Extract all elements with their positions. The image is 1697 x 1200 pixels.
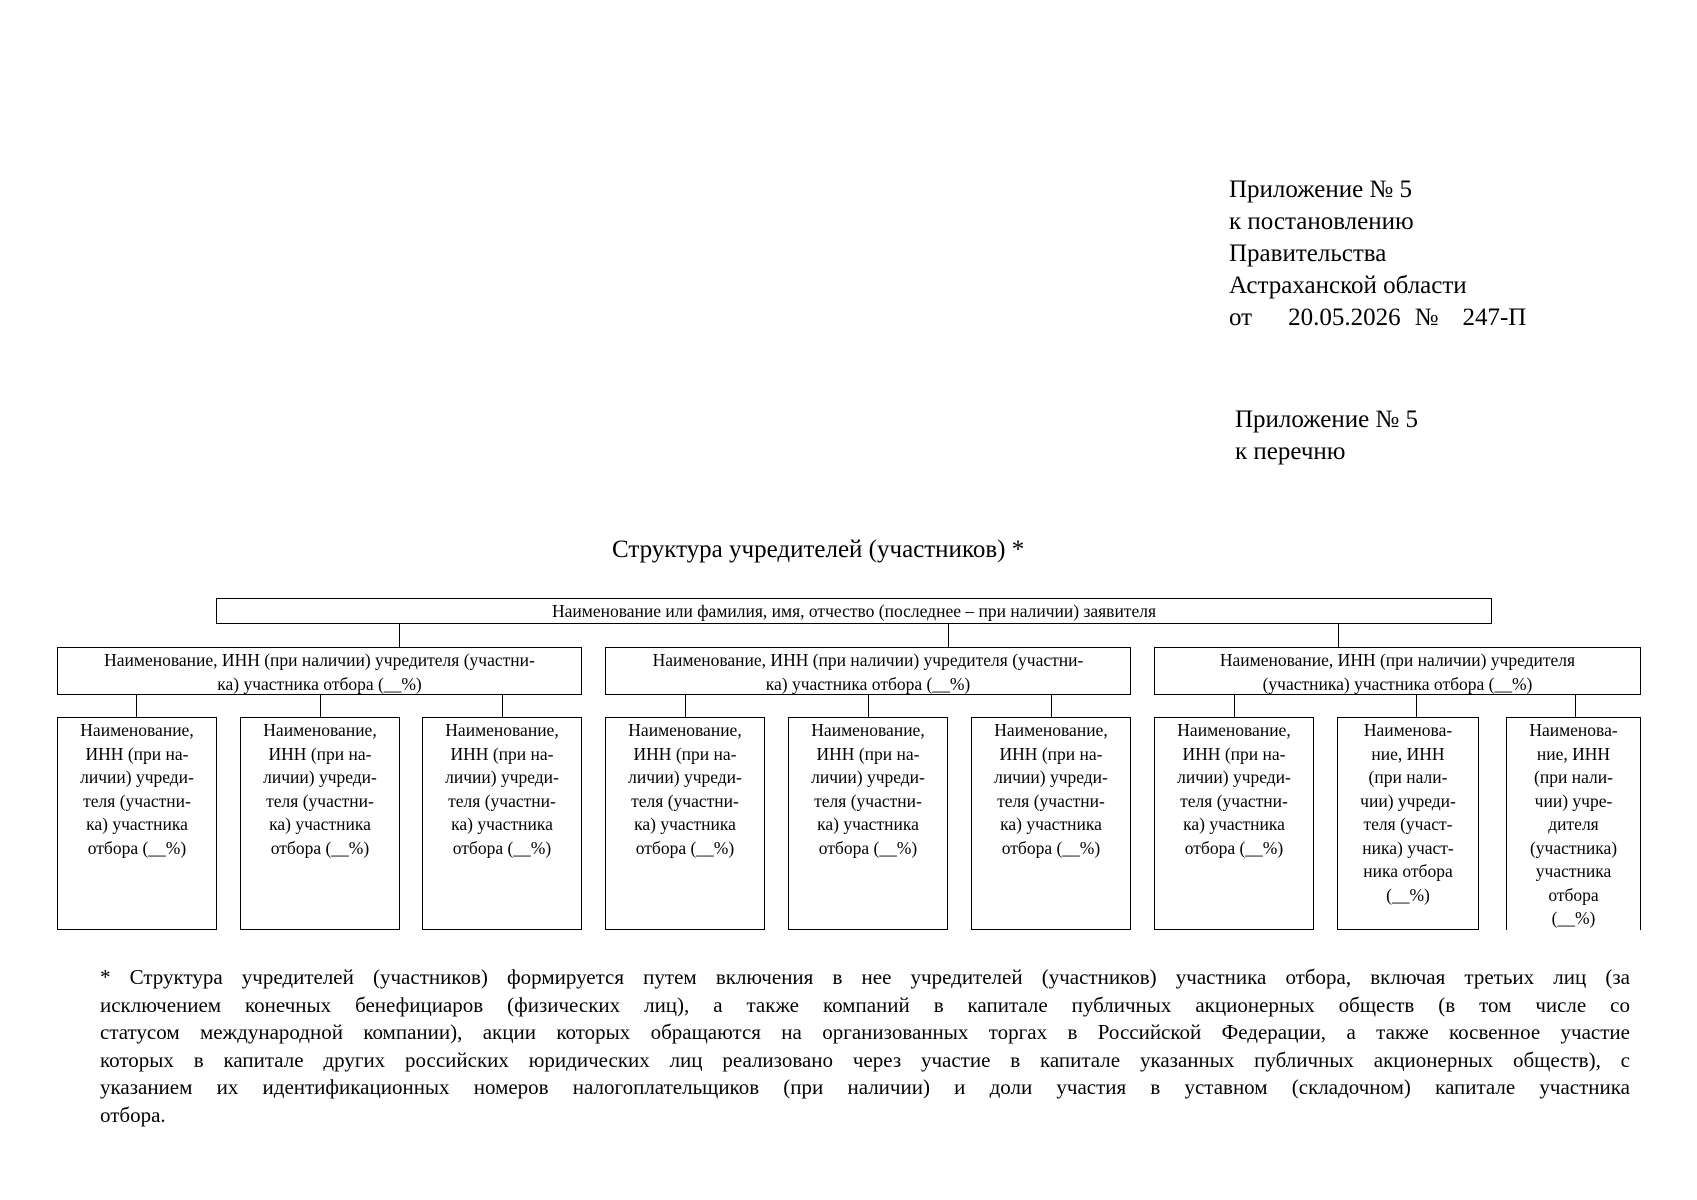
sub-founder-box-3 [422, 717, 582, 930]
decree-date: 20.05.2026 [1288, 304, 1401, 331]
sub-founder-label-line: ка) участника [451, 814, 553, 834]
founder-box-1 [57, 647, 582, 695]
sub-founder-box-2 [240, 717, 400, 930]
sub-founder-label-line: участника [1535, 861, 1612, 881]
sub-founder-label-line: (__%) [1551, 908, 1596, 928]
sub-founder-label-line: отбора (__%) [1184, 837, 1284, 858]
sub-founder-box-5 [788, 717, 948, 930]
connector-line [1416, 694, 1417, 718]
sub-founder-label-line: Наименование, [263, 720, 377, 740]
sub-founder-label-line: ника отбора [1363, 861, 1453, 881]
header-line: Правительства [1229, 240, 1387, 267]
sub-founder-label-line: теля (участни- [83, 790, 191, 811]
sub-founder-label-line: отбора (__%) [270, 837, 370, 858]
sub-founder-label-line: Наименование, [80, 720, 194, 740]
subheader-line: Приложение № 5 [1235, 406, 1419, 433]
sub-founder-label-line: ИНН (при на- [450, 743, 554, 764]
date-prefix: от [1229, 304, 1253, 331]
connector-line [1575, 694, 1576, 718]
sub-founder-label-line: личии) учреди- [811, 767, 925, 787]
sub-founder-label-line: (участника) [1529, 837, 1618, 858]
sub-founder-label-line: ние, ИНН [1536, 743, 1611, 764]
sub-founder-box-4 [605, 717, 765, 930]
sub-founder-box-8 [1337, 717, 1479, 930]
connector-line [320, 694, 321, 718]
sub-founder-label-line: теля (участ- [1363, 814, 1453, 834]
sub-founder-label-line: теля (участни- [631, 790, 739, 811]
sub-founder-label-line: личии) учреди- [263, 767, 377, 787]
sub-founder-label-line: ИНН (при на- [85, 743, 189, 764]
sub-founder-box-1 [57, 717, 217, 930]
sub-founder-label-line: ка) участника [1000, 814, 1102, 834]
sub-founder-label-line: ка) участника [817, 814, 919, 834]
sub-founder-label-line: ИНН (при на- [816, 743, 920, 764]
sub-founder-box-7 [1154, 717, 1314, 930]
connector-line [868, 694, 869, 718]
footnote-line: исключением конечных бенефициаров (физических лиц), а также компаний в капитале публичных акционерных обществ (в том числе со [100, 992, 1630, 1017]
sub-founder-label-line: Наименова- [1363, 720, 1453, 740]
founder-box-2 [605, 647, 1131, 695]
sub-founder-label-line: ИНН (при на- [633, 743, 737, 764]
sub-founder-label-line: теля (участни- [997, 790, 1105, 811]
founder-label-line: ка) участника отбора (__%) [217, 673, 422, 694]
sub-founder-label-line: теля (участни- [814, 790, 922, 811]
sub-founder-label-line: теля (участни- [448, 790, 556, 811]
sub-founder-label-line: (при нали- [1368, 767, 1448, 787]
sub-founder-label-line: отбора (__%) [1001, 837, 1101, 858]
sub-founder-label-line: личии) учреди- [1177, 767, 1291, 787]
connector-line [948, 623, 949, 648]
sub-founder-label-line: Наименование, [628, 720, 742, 740]
sub-founder-label-line: ка) участника [634, 814, 736, 834]
sub-founder-label-line: Наименование, [994, 720, 1108, 740]
founder-label-line: (участника) участника отбора (__%) [1262, 673, 1533, 694]
footnote-line: статусом международной компании), акции которых обращаются на организованных торгах в Российской Федерации, а также косвенное участие [100, 1020, 1630, 1044]
sub-founder-label-line: отбора (__%) [635, 837, 735, 858]
sub-founder-label-line: ИНН (при на- [268, 743, 372, 764]
page-title: Структура учредителей (участников) * [612, 536, 1025, 563]
sub-founder-label-line: теля (участни- [266, 790, 374, 811]
number-sign: № [1414, 304, 1439, 331]
footnote-line: указанием их идентификационных номеров налогоплательщиков (при наличии) и доли участия в уставном (складочном) капитале участника [100, 1075, 1630, 1099]
founder-label-line: Наименование, ИНН (при наличии) учредителя (участни- [104, 650, 535, 670]
header-line: Приложение № 5 [1229, 176, 1413, 203]
sub-founder-label-line: ИНН (при на- [1182, 743, 1286, 764]
sub-founder-label-line: личии) учреди- [80, 767, 194, 787]
sub-founder-box-9 [1506, 717, 1641, 930]
founder-label-line: Наименование, ИНН (при наличии) учредителя [1219, 650, 1576, 670]
sub-founder-label-line: ника) участ- [1362, 837, 1454, 858]
sub-founder-label-line: Наименование, [811, 720, 925, 740]
connector-line [1338, 623, 1339, 648]
applicant-box [216, 598, 1492, 624]
sub-founder-label-line: отбора (__%) [818, 837, 918, 858]
sub-founder-label-line: отбора (__%) [452, 837, 552, 858]
founder-label-line: Наименование, ИНН (при наличии) учредителя (участни- [652, 650, 1084, 670]
sub-founder-label-line: Наименование, [445, 720, 559, 740]
decree-number: 247-П [1462, 304, 1527, 331]
sub-founder-label-line: (__%) [1386, 884, 1430, 905]
sub-founder-label-line: ка) участника [1183, 814, 1285, 834]
sub-founder-label-line: ние, ИНН [1371, 743, 1445, 764]
founder-box-3 [1154, 647, 1641, 695]
footnote-line: отбора. [100, 1102, 166, 1127]
sub-founder-label-line: чии) учре- [1534, 790, 1613, 811]
header-line: к постановлению [1229, 208, 1414, 235]
connector-line [685, 694, 686, 718]
sub-founder-label-line: ка) участника [86, 814, 188, 834]
sub-founder-label-line: личии) учреди- [628, 767, 742, 787]
sub-founder-label-line: отбора (__%) [87, 837, 187, 858]
sub-founder-label-line: теля (участни- [1180, 790, 1288, 811]
connector-line [136, 694, 137, 718]
sub-founder-label-line: Наименова- [1529, 720, 1618, 740]
sub-founder-label-line: чии) учреди- [1360, 790, 1456, 811]
header-line: Астраханской области [1229, 272, 1467, 299]
connector-line [1234, 694, 1235, 718]
sub-founder-label-line: Наименование, [1177, 720, 1291, 740]
applicant-label: Наименование или фамилия, имя, отчество (последнее – при наличии) заявителя [551, 601, 1157, 621]
sub-founder-label-line: ИНН (при на- [999, 743, 1103, 764]
approval-header [1229, 174, 1526, 334]
footnote [100, 964, 1630, 1129]
sub-founder-label-line: ка) участника [269, 814, 371, 834]
connector-line [1051, 694, 1052, 718]
list-appendix-header [1235, 404, 1418, 468]
sub-founder-label-line: личии) учреди- [994, 767, 1108, 787]
founder-label-line: ка) участника отбора (__%) [765, 673, 971, 694]
sub-founder-label-line: (при нали- [1534, 767, 1613, 787]
subheader-line: к перечню [1235, 438, 1346, 465]
connector-line [502, 694, 503, 718]
sub-founder-label-line: отбора [1548, 884, 1599, 905]
header-date-line [1229, 302, 1526, 334]
connector-line [399, 623, 400, 648]
footnote-line: * Структура учредителей (участников) формируется путем включения в нее учредителей (участников) участника отбора, включая третьих лиц (за [100, 965, 1630, 989]
footnote-line: которых в капитале других российских юридических лиц реализовано через участие в капитале указанных публичных акционерных обществ), с [100, 1047, 1630, 1072]
sub-founder-label-line: личии) учреди- [445, 767, 559, 787]
sub-founder-box-6 [971, 717, 1131, 930]
sub-founder-label-line: дителя [1548, 814, 1599, 834]
